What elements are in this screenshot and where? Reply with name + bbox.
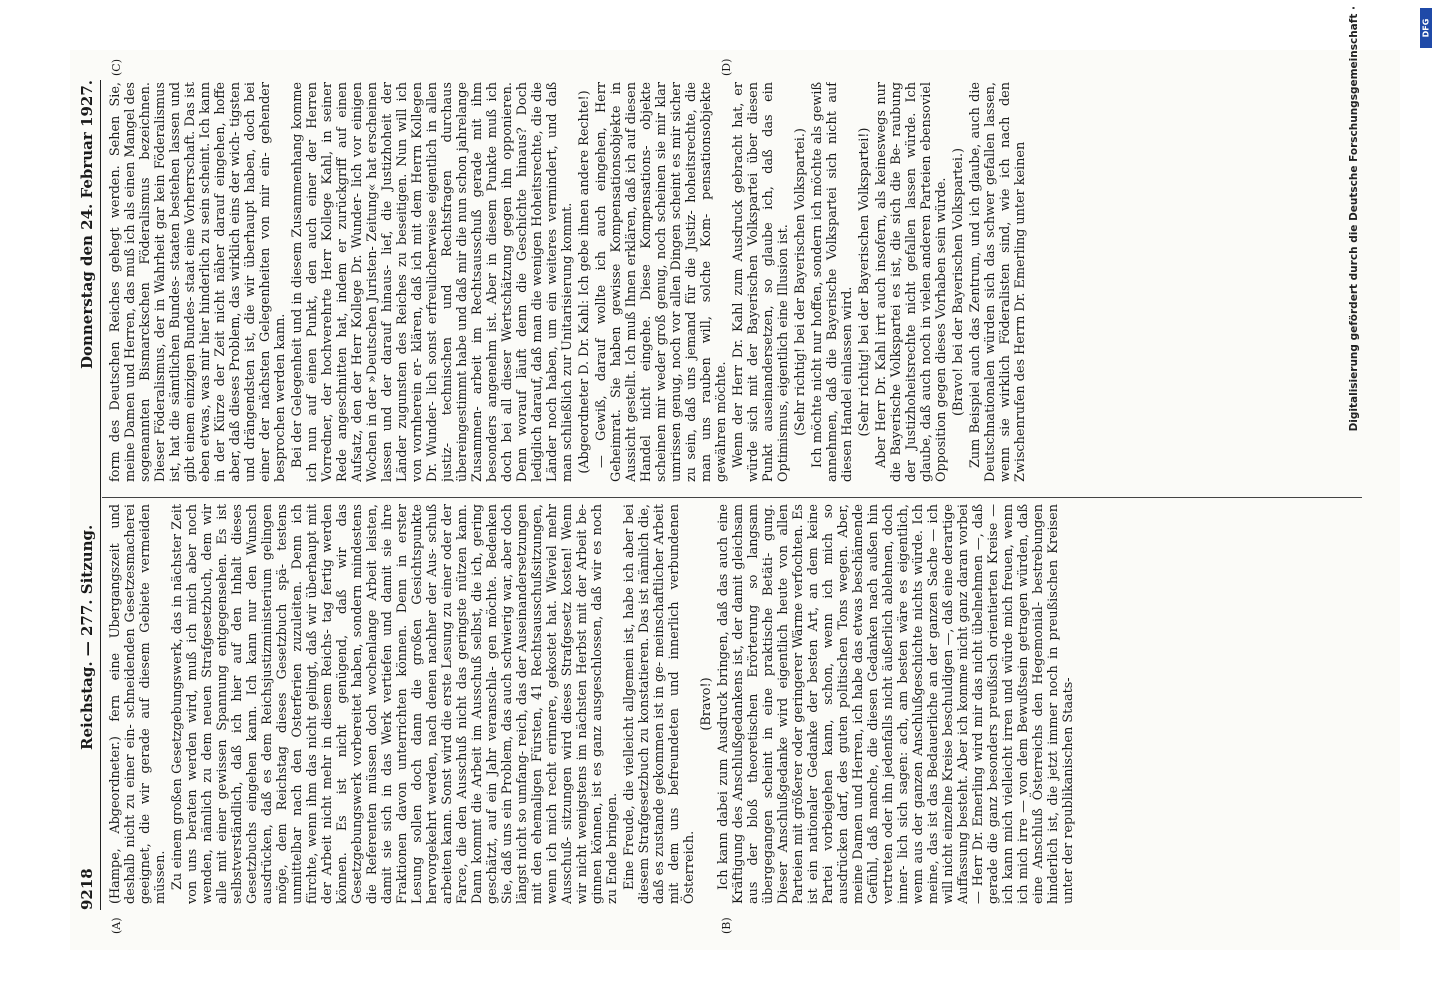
newspaper-page: [70, 60, 1370, 940]
paragraph: form des Deutschen Reiches gehegt werden. Sehen Sie, meine Damen und Herren, das muß ich als einen Mangel des sogenannten Bismarckschen Föderalismus bezeichnen. Dieser Föderalismus, der in Wahrheit gar kein Föderalismus ist, hat die sämtlichen Bundes- staaten bestehen lassen und gibt einem einzigen Bundes- staat eine Vorherrschaft. Das ist eben etwas, was mir hier hinderlich zu sein scheint. Ich kann in der Kürze der Zeit nicht näher darauf eingehen, hoffe aber, daß dieses Problem, das wirklich eins der wich- tigsten und drängendsten ist, die wir überhaupt haben, doch bei einer der nächsten Gelegenheiten von mir ein- gehender besprochen werden kann.: [108, 82, 288, 482]
paragraph: — Gewiß, darauf wollte ich auch eingehen, Herr Geheimrat. Sie haben gewisse Kompensationsobjekte in Aussicht gestellt. Ich muß Ihnen erklären, daß ich auf diesen Handel nicht eingehe. Diese Kompensations- objekte scheinen mir weder groß genug, noch scheinen sie mir klar umrissen genug, noch vor allen Dingen scheint es mir sicher zu sein, daß uns jemand für die Justiz- hoheitsrechte, die man uns rauben will, solche Kom- pensationsobjekte gewähren möchte.: [594, 82, 729, 482]
interjection: (Sehr richtig! bei der Bayerischen Volkspartei!): [857, 127, 872, 437]
margin-marker-b: (B): [720, 917, 733, 934]
paragraph: (Hampe, Abgeordneter.) fern eine Übergangszeit und deshalb nicht zu einer ein- schneidenden Gesetzesmacherei geeignet, die wir gerade auf diesem Gebiete vermeiden müssen.: [108, 504, 168, 904]
paragraph: Eine Freude, die vielleicht allgemein ist, habe ich aber bei diesem Strafgesetzbuch zu konstatieren. Das ist nämlich die, daß es zustande gekommen ist in ge- meinschaftlicher Arbeit mit dem uns befreundeten und innerlich verbundenen Österreich.: [622, 504, 697, 904]
dfg-logo: [1420, 8, 1432, 48]
paragraph: Zu einem großen Gesetzgebungswerk, das in nächster Zeit von uns beraten werden wird, muß ich mich aber noch wenden, nämlich zu dem neuen Strafgesetzbuch, dem wir alle mit einer gewissen Spannung entgegensehen. Es ist selbstverständlich, daß ich hier auf den Inhalt dieses Gesetzbuchs eingehen kann. Ich kann nur den Wunsch ausdrücken, daß es dem Reichsjustizministerium gelingen möge, dem Reichstag dieses Gesetzbuch spä- testens unmittelbar nach den Osterferien zuzuleiten. Denn ich fürchte, wenn ihm das nicht gelingt, daß wir überhaupt mit der Arbeit nicht mehr in diesem Reichs- tag fertig werden können. Es ist nicht genügend, daß wir das Gesetzgebungswerk vorbereitet haben, sondern mindestens die Referenten müssen doch wochenlange Arbeit leisten, damit sie sich in das Werk vertiefen und damit sie ihre Fraktionen davon unterrichten können. Denn in erster Lesung sollen doch dann die großen Gesichtspunkte hervorgekehrt werden, nach denen nachher der Aus- schuß arbeiten kann. Sonst wird die erste Lesung zu einer oder der Farce, die den Ausschuß nicht das geringste nützen kann. Dann kommt die Arbeit im Ausschuß selbst, die ich, gering geschätzt, auf ein Jahr veranschla- gen möchte. Bedenken Sie, daß uns ein Problem, das auch schwierig war, aber doch längst nicht so umfang- reich, das der Auseinandersetzungen mit den ehemaligen Fürsten, 41 Rechtsausschußsitzungen, wenn ich mich recht erinnere, gekostet hat. Wieviel mehr Ausschuß- sitzungen wird dieses Strafgesetz kosten! Wenn wir nicht wenigstens im nächsten Herbst mit der Arbeit be- ginnen können, ist es ganz ausgeschlossen, daß wir es noch zu Ende bringen.: [170, 504, 620, 904]
paragraph: Wenn der Herr Dr. Kahl zum Ausdruck gebracht hat, er würde sich mit der Bayerischen Volkspartei über diesen Punkt auseinandersetzen, so glaube ich, daß das ein Optimismus, eigentlich eine Illusion ist.: [731, 82, 791, 482]
paragraph: Ich kann dabei zum Ausdruck bringen, daß das auch eine Kräftigung des Anschlußgedankens ist, der damit gleichsam aus der bloß theoretischen Erörterung so langsam übergegangen scheint in eine praktische Betäti- gung. Dieser Anschlußgedanke wird eigentlich heute von allen Parteien mit größerer oder geringerer Wärme verfochten. Es ist ein nationaler Gedanke der besten Art, an dem keine Partei vorbeigehen kann, schon, wenn ich mich so ausdrücken darf, des guten politischen Tons wegen. Aber, meine Damen und Herren, ich habe das etwas beschämende Gefühl, daß manche, die diesen Gedanken nach außen hin vertreten oder ihn jedenfalls nicht äußerlich ablehnen, doch inner- lich sich sagen: ach, am besten wäre es eigentlich, wenn aus der ganzen Anschlußgeschichte nichts würde. Ich meine, das ist das Bedauerliche an der ganzen Sache — ich will nicht einzelne Kreise beschuldigen —, daß eine derartige Auffassung besteht. Aber ich komme nicht ganz daran vorbei — Herr Dr. Emerling wird mir das nicht übelnehmen —, daß gerade die ganz besonders preußisch orientierten Kreise — ich kann mich vielleicht irren und würde mich freuen, wenn ich mich irre — von dem Bewußtsein getragen würden, daß eine Anschluß Österreichs den Hegemonial- bestrebungen hinderlich ist, die jetzt immer noch in preußischen Kreisen unter der republikanischen Staats-: [716, 504, 1076, 904]
funding-note-text: Digitalisierung gefördert durch die Deutsche Forschungsgemeinschaft ·: [1348, 6, 1360, 432]
left-column: [108, 504, 1358, 904]
interjection: (Sehr richtig! bei der Bayerischen Volkspartei.): [793, 128, 808, 436]
paragraph: Ich möchte nicht nur hoffen, sondern ich möchte als gewiß annehmen, daß die Bayerische Volkspartei sich nicht auf diesen Handel einlassen wird.: [810, 82, 855, 482]
paragraph: Bei der Gelegenheit und in diesem Zusammenhang komme ich nun auf einen Punkt, den auch einer der Herren Vorredner, der hochverehrte Herr Kollege Kahl, in seiner Rede angeschnitten hat, indem er zurückgriff auf einen Aufsatz, den der Herr Kollege Dr. Wunder- lich vor einigen Wochen in der »Deutschen Juristen- Zeitung« hat erscheinen lassen und der darauf hinaus- lief, die Justizhoheit der Länder zugunsten des Reiches zu beseitigen. Nun will ich von vornherein er- klären, daß ich mit dem Herrn Kollegen Dr. Wunder- lich sonst erfreulicherweise eigentlich in allen justiz- technischen und Rechtsfragen durchaus übereingestimmt habe und daß mir die nun schon jahrelange Zusammen- arbeit im Rechtsausschuß gerade mit ihm besonders angenehm ist. Aber in diesem Punkte muß ich doch bei all dieser Wertschätzung gegen ihn opponieren. Denn worauf läuft denn die Geschichte hinaus? Doch lediglich darauf, daß man die wenigen Hoheitsrechte, die die Länder noch haben, um ein weiteres vermindert, und daß man schließlich zur Unitarisierung kommt.: [290, 82, 575, 482]
interjection: (Abgeordneter D. Dr. Kahl: Ich gebe ihnen andere Rechte!): [577, 90, 592, 474]
interjection: (Bravo!): [699, 677, 714, 731]
session-title: Reichstag. — 277. Sitzung.: [78, 524, 96, 750]
margin-marker-a: (A): [110, 917, 123, 934]
header-rule: [100, 80, 101, 910]
paragraph: Aber Herr Dr. Kahl irrt auch insofern, als keineswegs nur die Bayerische Volkspartei es ist, die sich die Be- raubung der Justizhoheitsrechte nicht gefallen lassen würde. Ich glaube, daß auch noch in vielen anderen Parteien ebensoviel Opposition gegen dieses Vorhaben sein würde.: [874, 82, 949, 482]
interjection: (Bravo! bei der Bayerischen Volkspartei.): [951, 147, 966, 417]
page-number: 9218: [78, 868, 96, 910]
right-column: [108, 82, 1358, 482]
margin-marker-c: (C): [110, 59, 123, 76]
paragraph: Zum Beispiel auch das Zentrum, und ich glaube, auch die Deutschnationalen würden sich das schwer gefallen lassen, wenn sie wirklich Föderalisten sind, wie ich nach den Zwischenrufen des Herrn Dr. Emerling unter keinen: [968, 82, 1028, 482]
column-divider: [102, 497, 1362, 498]
session-date: Donnerstag den 24. Februar 1927.: [78, 80, 96, 370]
dfg-logo-text: DFG: [1421, 18, 1431, 38]
funding-note: [1348, 6, 1366, 994]
scanned-page: [70, 50, 1400, 950]
margin-marker-d: (D): [720, 58, 733, 76]
page-header: [78, 80, 102, 910]
